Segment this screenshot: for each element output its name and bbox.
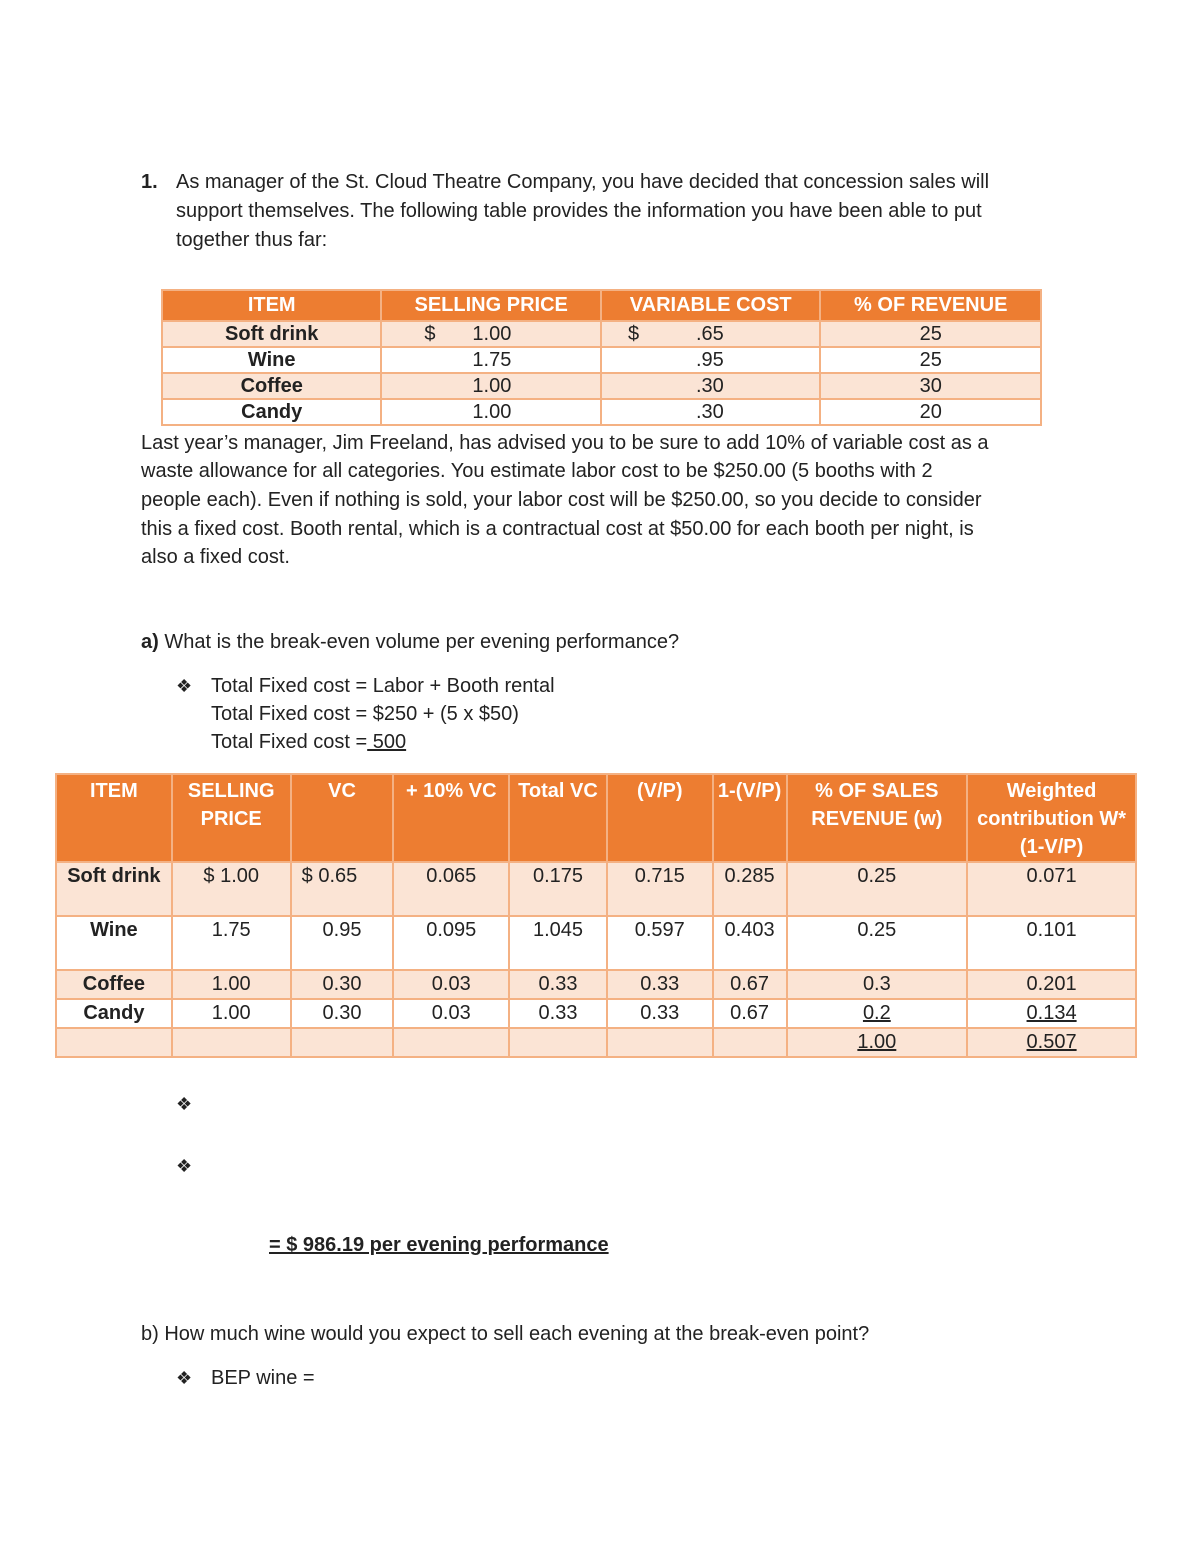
cell-total-vc: 0.33	[509, 999, 607, 1028]
cell-item: Coffee	[56, 970, 172, 999]
cell-one-minus-vp: 0.403	[713, 916, 787, 970]
header-percent-revenue: % OF REVENUE	[820, 290, 1041, 321]
cell-total-vc: 0.175	[509, 862, 607, 916]
table-row	[162, 373, 1041, 399]
table-row	[162, 347, 1041, 373]
cell-vc: $ .65	[601, 321, 821, 347]
cell-total-vc: 0.33	[509, 970, 607, 999]
cell-vc: $ 0.65	[291, 862, 394, 916]
cell-vc: 0.30	[291, 970, 394, 999]
cell-one-minus-vp: 0.67	[713, 970, 787, 999]
bullet-icon: ❖	[176, 1156, 193, 1176]
paragraph-line-2: waste allowance for all categories. You estimate labor cost to be $250.00 (5 booths with 2	[141, 460, 933, 482]
cell-w: 0.25	[787, 916, 968, 970]
table-row	[56, 999, 1136, 1028]
cell-price: 1.00	[381, 399, 601, 425]
cell-vc: .95	[601, 347, 821, 373]
fixed-cost-line-1: Total Fixed cost = Labor + Booth rental	[211, 675, 555, 697]
question-number: 1.	[141, 171, 158, 193]
part-a-question: a) What is the break-even volume per evening performance?	[141, 631, 680, 653]
cell-price: $ 1.00	[172, 862, 291, 916]
concession-info-table	[161, 289, 1042, 426]
cell-plus10: 0.03	[393, 999, 509, 1028]
cell-w: 0.2	[787, 999, 968, 1028]
table-row	[162, 399, 1041, 425]
cell-plus10: 0.03	[393, 970, 509, 999]
cell-wc: 0.101	[967, 916, 1136, 970]
paragraph-line-3: people each). Even if nothing is sold, your labor cost will be $250.00, so you decide to consider	[141, 489, 982, 511]
bullet-icon: ❖	[176, 676, 193, 696]
cell-vp: 0.33	[607, 999, 713, 1028]
bullet-icon: ❖	[176, 1368, 193, 1388]
cell-wc: 0.134	[967, 999, 1136, 1028]
total-wc: 0.507	[967, 1028, 1136, 1057]
cell-vp: 0.33	[607, 970, 713, 999]
paragraph-line-1: Last year’s manager, Jim Freeland, has advised you to be sure to add 10% of variable cost as a	[141, 432, 989, 454]
bullet-icon: ❖	[176, 1094, 193, 1114]
question-line-3: together thus far:	[176, 229, 328, 251]
table-header-row	[162, 290, 1041, 321]
question-line-2: support themselves. The following table provides the information you have been able to put	[176, 200, 982, 222]
cell-total-vc: 1.045	[509, 916, 607, 970]
table-row	[56, 916, 1136, 970]
header-selling-price: SELLING PRICE	[172, 774, 291, 862]
paragraph-line-5: also a fixed cost.	[141, 546, 290, 568]
cell-item: Candy	[162, 399, 381, 425]
table-row	[56, 970, 1136, 999]
bep-wine: BEP wine =	[211, 1367, 315, 1389]
header-percent-sales: % OF SALES REVENUE (w)	[787, 774, 968, 862]
table-row	[56, 862, 1136, 916]
cell-price: 1.00	[172, 970, 291, 999]
cell-w: 0.3	[787, 970, 968, 999]
question-line-1: As manager of the St. Cloud Theatre Company, you have decided that concession sales will	[176, 171, 990, 193]
cell-revenue: 20	[820, 399, 1041, 425]
part-b-question: b) How much wine would you expect to sell each evening at the break-even point?	[141, 1323, 870, 1345]
table-totals-row	[56, 1028, 1136, 1057]
table-row	[162, 321, 1041, 347]
header-plus-10-vc: + 10% VC	[393, 774, 509, 862]
contribution-table	[55, 773, 1137, 1058]
cell-vc: 0.30	[291, 999, 394, 1028]
header-selling-price: SELLING PRICE	[381, 290, 601, 321]
cell-vc: .30	[601, 399, 821, 425]
header-item: ITEM	[162, 290, 381, 321]
table-header-row	[56, 774, 1136, 862]
cell-item: Candy	[56, 999, 172, 1028]
fixed-cost-line-2: Total Fixed cost = $250 + (5 x $50)	[211, 703, 519, 725]
cell-price: 1.00	[381, 373, 601, 399]
cell-plus10: 0.095	[393, 916, 509, 970]
cell-revenue: 25	[820, 321, 1041, 347]
cell-item: Coffee	[162, 373, 381, 399]
cell-one-minus-vp: 0.285	[713, 862, 787, 916]
cell-item: Soft drink	[162, 321, 381, 347]
header-one-minus-vp: 1-(V/P)	[713, 774, 787, 862]
header-vc: VC	[291, 774, 394, 862]
cell-item: Wine	[162, 347, 381, 373]
break-even-result: = $ 986.19 per evening performance	[269, 1234, 609, 1256]
total-w: 1.00	[787, 1028, 968, 1057]
fixed-cost-line-3: Total Fixed cost = 500	[211, 731, 407, 753]
cell-plus10: 0.065	[393, 862, 509, 916]
paragraph-line-4: this a fixed cost. Booth rental, which is a contractual cost at $50.00 for each booth per night, is	[141, 518, 974, 540]
cell-price: 1.75	[172, 916, 291, 970]
cell-vp: 0.715	[607, 862, 713, 916]
cell-one-minus-vp: 0.67	[713, 999, 787, 1028]
cell-vp: 0.597	[607, 916, 713, 970]
cell-revenue: 30	[820, 373, 1041, 399]
cell-price: $ 1.00	[381, 321, 601, 347]
cell-wc: 0.201	[967, 970, 1136, 999]
header-item: ITEM	[56, 774, 172, 862]
cell-wc: 0.071	[967, 862, 1136, 916]
cell-price: 1.75	[381, 347, 601, 373]
cell-price: 1.00	[172, 999, 291, 1028]
cell-vc: .30	[601, 373, 821, 399]
cell-item: Wine	[56, 916, 172, 970]
header-weighted-contribution: Weighted contribution W*(1-V/P)	[967, 774, 1136, 862]
cell-w: 0.25	[787, 862, 968, 916]
cell-revenue: 25	[820, 347, 1041, 373]
header-total-vc: Total VC	[509, 774, 607, 862]
header-vp: (V/P)	[607, 774, 713, 862]
header-variable-cost: VARIABLE COST	[601, 290, 821, 321]
cell-vc: 0.95	[291, 916, 394, 970]
cell-item: Soft drink	[56, 862, 172, 916]
